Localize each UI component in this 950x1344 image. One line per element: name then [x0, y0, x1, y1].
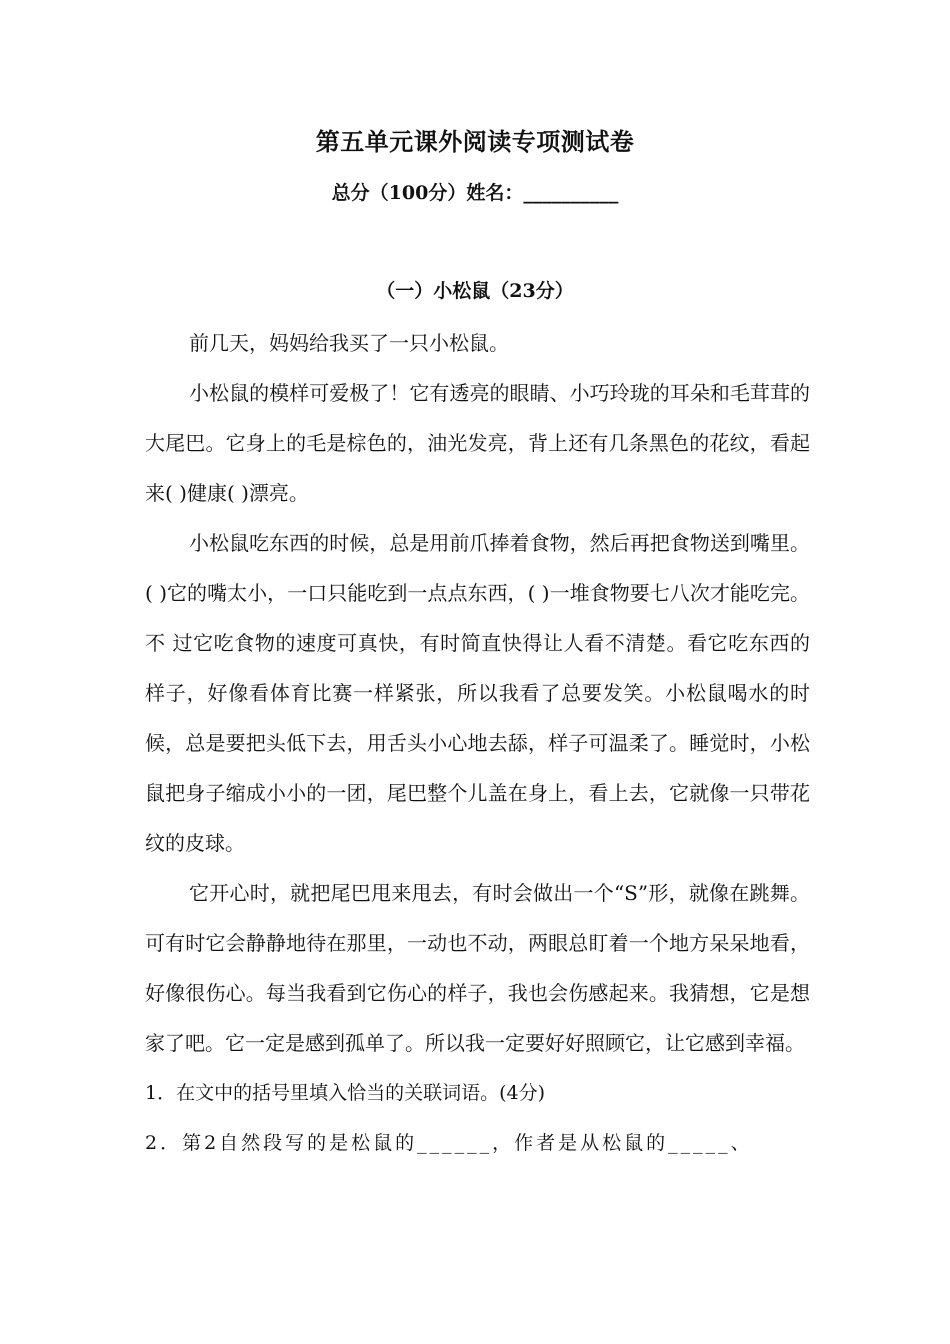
paragraph-4: 它开心时，就把尾巴甩来甩去，有时会做出一个“S”形，就像在跳舞。可有时它会静静地待在那里，一动也不动，两眼总盯着一个地方呆呆地看，好像很伤心。每当我看到它伤心的样子，我也会伤感起来。我猜想，它是想家了吧。它一定是感到孤单了。所以我一定要好好照顾它，让它感到幸福。: [145, 881, 810, 1055]
section-title: （一）小松鼠（23分）: [376, 280, 574, 302]
paragraph-3: 小松鼠吃东西的时候，总是用前爪捧着食物，然后再把食物送到嘴里。( )它的嘴太小，一口只能吃到一点点东西，( )一堆食物要七八次才能吃完。不 过它吃食物的速度可真快，有时简直快得让人看不清楚。看它吃东西的样子，好像看体育比赛一样紧张，所以我看了总要发笑。小松鼠喝水的时候，总是要把头低下去，用舌头小心地去舔，样子可温柔了。睡觉时，小松鼠把身子缩成小小的一团，尾巴整个儿盖在身上，看上去，它就像一只带花纹的皮球。: [145, 531, 810, 855]
paragraph-1: 前几天，妈妈给我买了一只小松鼠。: [189, 331, 509, 355]
question-1: 1．在文中的括号里填入恰当的关联词语。(4分): [145, 1082, 546, 1104]
reading-passage: [145, 318, 810, 1168]
score-name-line: 总分（100分）姓名：__________: [331, 182, 619, 204]
question-2: 2．第2自然段写的是松鼠的______，作者是从松鼠的_____、: [145, 1132, 753, 1154]
page-title: 第五单元课外阅读专项测试卷: [315, 127, 635, 156]
paragraph-2: 小松鼠的模样可爱极了！它有透亮的眼睛、小巧玲珑的耳朵和毛茸茸的大尾巴。它身上的毛是棕色的，油光发亮，背上还有几条黑色的花纹，看起来( )健康( )漂亮。: [145, 381, 810, 505]
